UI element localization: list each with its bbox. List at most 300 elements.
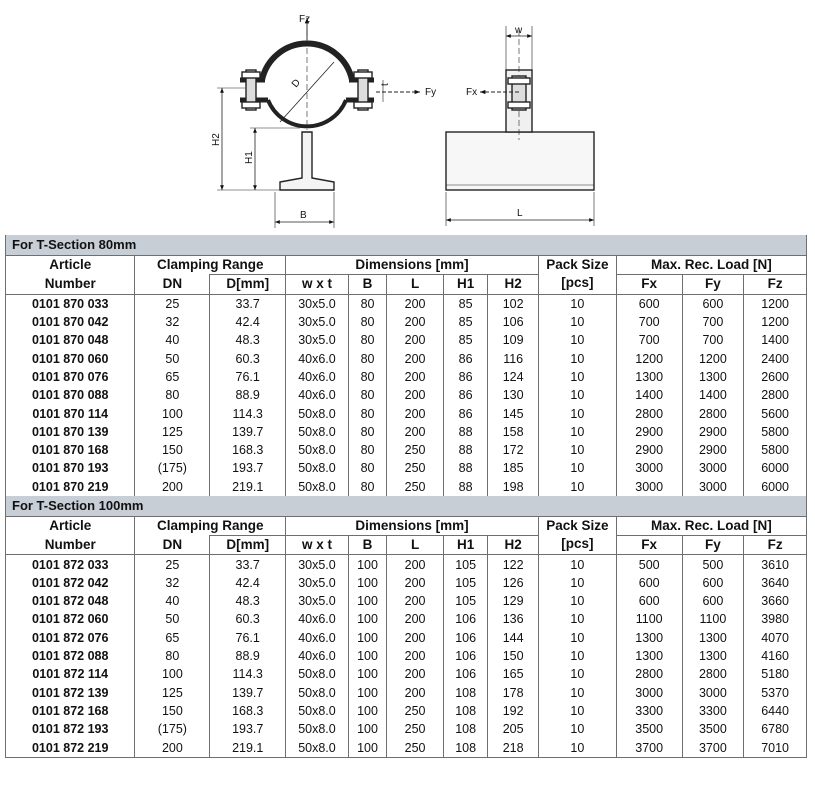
header-max-load: Max. Rec. Load [N] [616, 256, 806, 275]
cell-fy: 600 [682, 574, 744, 592]
cell-l: 200 [387, 665, 444, 683]
cell-h2: 150 [488, 647, 539, 665]
cell-d-mm: 48.3 [210, 331, 286, 349]
cell-wxt: 50x8.0 [286, 720, 349, 738]
cell-pack-size: 10 [538, 738, 616, 757]
cell-dn: 150 [135, 702, 210, 720]
cell-fx: 1300 [616, 629, 682, 647]
cell-dn: 65 [135, 368, 210, 386]
cell-fx: 3000 [616, 459, 682, 477]
cell-h2: 102 [488, 294, 539, 313]
cell-fz: 3640 [744, 574, 807, 592]
cell-d-mm: 42.4 [210, 574, 286, 592]
cell-d-mm: 139.7 [210, 684, 286, 702]
cell-b: 100 [348, 702, 386, 720]
label-d: D [289, 77, 303, 90]
cell-b: 100 [348, 738, 386, 757]
cell-fx: 3500 [616, 720, 682, 738]
cell-fx: 600 [616, 294, 682, 313]
header-pack-size: Pack Size [538, 516, 616, 535]
cell-l: 200 [387, 386, 444, 404]
cell-l: 200 [387, 574, 444, 592]
cell-fy: 700 [682, 313, 744, 331]
cell-fx: 1100 [616, 610, 682, 628]
cell-article-number: 0101 872 048 [6, 592, 135, 610]
cell-article-number: 0101 870 139 [6, 423, 135, 441]
cell-d-mm: 168.3 [210, 441, 286, 459]
cell-b: 80 [348, 331, 386, 349]
table-row [6, 368, 807, 386]
cell-h1: 105 [443, 592, 488, 610]
header-number: Number [6, 536, 135, 555]
header-clamping-range: Clamping Range [135, 516, 286, 535]
table-row [6, 665, 807, 683]
cell-pack-size: 10 [538, 629, 616, 647]
cell-fx: 2900 [616, 423, 682, 441]
cell-article-number: 0101 872 193 [6, 720, 135, 738]
header-h1: H1 [443, 275, 488, 294]
cell-b: 100 [348, 684, 386, 702]
cell-fy: 500 [682, 555, 744, 574]
cell-dn: 100 [135, 665, 210, 683]
header-fy: Fy [682, 536, 744, 555]
cell-fx: 600 [616, 592, 682, 610]
cell-article-number: 0101 872 042 [6, 574, 135, 592]
cell-d-mm: 88.9 [210, 647, 286, 665]
cell-h1: 88 [443, 423, 488, 441]
table-row [6, 313, 807, 331]
cell-fz: 5600 [744, 404, 807, 422]
cell-wxt: 30x5.0 [286, 592, 349, 610]
label-h2: H2 [211, 133, 222, 146]
cell-h2: 106 [488, 313, 539, 331]
cell-article-number: 0101 872 219 [6, 738, 135, 757]
cell-wxt: 50x8.0 [286, 404, 349, 422]
cell-d-mm: 60.3 [210, 610, 286, 628]
cell-h2: 116 [488, 349, 539, 367]
cell-dn: 65 [135, 629, 210, 647]
cell-l: 250 [387, 478, 444, 496]
header-pack-size: Pack Size [538, 256, 616, 275]
cell-fz: 2400 [744, 349, 807, 367]
cell-l: 200 [387, 331, 444, 349]
cell-article-number: 0101 870 114 [6, 404, 135, 422]
cell-h1: 108 [443, 684, 488, 702]
cell-fz: 6000 [744, 478, 807, 496]
label-t: t [380, 83, 391, 86]
cell-h2: 185 [488, 459, 539, 477]
header-row-2 [6, 536, 807, 555]
table-row [6, 610, 807, 628]
cell-h1: 106 [443, 665, 488, 683]
cell-h1: 106 [443, 647, 488, 665]
cell-fy: 3300 [682, 702, 744, 720]
cell-dn: 50 [135, 349, 210, 367]
cell-h1: 88 [443, 441, 488, 459]
header-row-1 [6, 256, 807, 275]
header-clamping-range: Clamping Range [135, 256, 286, 275]
cell-b: 80 [348, 368, 386, 386]
cell-dn: 40 [135, 592, 210, 610]
cell-b: 80 [348, 313, 386, 331]
cell-fy: 600 [682, 294, 744, 313]
table-row [6, 629, 807, 647]
cell-d-mm: 219.1 [210, 478, 286, 496]
cell-fz: 5800 [744, 423, 807, 441]
cell-fx: 1300 [616, 647, 682, 665]
cell-fy: 3700 [682, 738, 744, 757]
cell-fx: 1200 [616, 349, 682, 367]
cell-dn: 25 [135, 294, 210, 313]
cell-h2: 218 [488, 738, 539, 757]
header-wxt: w x t [286, 275, 349, 294]
cell-dn: 200 [135, 478, 210, 496]
cell-l: 200 [387, 313, 444, 331]
cell-article-number: 0101 870 168 [6, 441, 135, 459]
header-b: B [348, 536, 386, 555]
cell-h1: 108 [443, 702, 488, 720]
cell-article-number: 0101 872 060 [6, 610, 135, 628]
cell-fz: 1400 [744, 331, 807, 349]
cell-fy: 3000 [682, 459, 744, 477]
cell-pack-size: 10 [538, 647, 616, 665]
cell-wxt: 50x8.0 [286, 738, 349, 757]
header-fx: Fx [616, 275, 682, 294]
cell-h1: 86 [443, 368, 488, 386]
cell-h2: 158 [488, 423, 539, 441]
pipe-clamp-technical-drawing [0, 0, 815, 234]
cell-h1: 85 [443, 331, 488, 349]
cell-h2: 124 [488, 368, 539, 386]
cell-b: 100 [348, 720, 386, 738]
cell-wxt: 30x5.0 [286, 294, 349, 313]
header-article: Article [6, 256, 135, 275]
cell-l: 200 [387, 592, 444, 610]
cell-b: 80 [348, 423, 386, 441]
cell-article-number: 0101 870 088 [6, 386, 135, 404]
cell-article-number: 0101 872 168 [6, 702, 135, 720]
header-wxt: w x t [286, 536, 349, 555]
cell-pack-size: 10 [538, 368, 616, 386]
cell-fy: 1300 [682, 368, 744, 386]
header-h2: H2 [488, 275, 539, 294]
header-fz: Fz [744, 275, 807, 294]
cell-pack-size: 10 [538, 574, 616, 592]
cell-pack-size: 10 [538, 478, 616, 496]
table-row [6, 423, 807, 441]
cell-pack-size: 10 [538, 294, 616, 313]
cell-wxt: 40x6.0 [286, 386, 349, 404]
cell-fy: 2900 [682, 423, 744, 441]
cell-pack-size: 10 [538, 459, 616, 477]
cell-fy: 2900 [682, 441, 744, 459]
cell-d-mm: 76.1 [210, 368, 286, 386]
cell-fx: 2800 [616, 665, 682, 683]
cell-pack-size: 10 [538, 313, 616, 331]
label-fx: Fx [466, 87, 478, 98]
cell-l: 250 [387, 441, 444, 459]
cell-fy: 3000 [682, 478, 744, 496]
cell-l: 250 [387, 720, 444, 738]
cell-l: 250 [387, 459, 444, 477]
header-fy: Fy [682, 275, 744, 294]
cell-fy: 1300 [682, 629, 744, 647]
table-row [6, 459, 807, 477]
cell-b: 80 [348, 478, 386, 496]
side-view-base [446, 132, 594, 190]
cell-b: 80 [348, 441, 386, 459]
cell-pack-size: 10 [538, 423, 616, 441]
cell-fz: 6000 [744, 459, 807, 477]
cell-article-number: 0101 872 033 [6, 555, 135, 574]
cell-h1: 85 [443, 294, 488, 313]
header-dimensions: Dimensions [mm] [286, 256, 539, 275]
cell-fy: 1200 [682, 349, 744, 367]
cell-l: 200 [387, 294, 444, 313]
cell-d-mm: 33.7 [210, 294, 286, 313]
section-title: For T-Section 100mm [6, 496, 807, 517]
table-row [6, 555, 807, 574]
label-h1: H1 [244, 151, 255, 164]
cell-wxt: 40x6.0 [286, 610, 349, 628]
cell-l: 250 [387, 702, 444, 720]
section-title: For T-Section 80mm [6, 235, 807, 256]
cell-pack-size: 10 [538, 684, 616, 702]
cell-wxt: 30x5.0 [286, 331, 349, 349]
cell-h1: 86 [443, 386, 488, 404]
cell-dn: 150 [135, 441, 210, 459]
cell-b: 80 [348, 349, 386, 367]
header-article: Article [6, 516, 135, 535]
cell-wxt: 40x6.0 [286, 349, 349, 367]
table-row [6, 647, 807, 665]
cell-d-mm: 42.4 [210, 313, 286, 331]
header-row-1 [6, 516, 807, 535]
cell-h2: 178 [488, 684, 539, 702]
cell-article-number: 0101 870 048 [6, 331, 135, 349]
cell-b: 80 [348, 404, 386, 422]
cell-fz: 1200 [744, 313, 807, 331]
cell-h1: 88 [443, 478, 488, 496]
section-title-row [6, 235, 807, 256]
header-pcs: [pcs] [538, 275, 616, 294]
header-fz: Fz [744, 536, 807, 555]
cell-h2: 205 [488, 720, 539, 738]
cell-pack-size: 10 [538, 555, 616, 574]
cell-b: 100 [348, 610, 386, 628]
cell-b: 100 [348, 665, 386, 683]
cell-dn: 25 [135, 555, 210, 574]
cell-dn: 125 [135, 423, 210, 441]
pipe-clamp-spec-table [5, 235, 807, 758]
cell-wxt: 30x5.0 [286, 574, 349, 592]
cell-pack-size: 10 [538, 592, 616, 610]
cell-h1: 106 [443, 629, 488, 647]
cell-dn: 50 [135, 610, 210, 628]
header-pcs: [pcs] [538, 536, 616, 555]
cell-h2: 172 [488, 441, 539, 459]
cell-b: 100 [348, 592, 386, 610]
cell-article-number: 0101 870 219 [6, 478, 135, 496]
cell-dn: 100 [135, 404, 210, 422]
cell-wxt: 50x8.0 [286, 702, 349, 720]
cell-h2: 126 [488, 574, 539, 592]
cell-fz: 2800 [744, 386, 807, 404]
cell-fy: 600 [682, 592, 744, 610]
cell-pack-size: 10 [538, 702, 616, 720]
table-row [6, 294, 807, 313]
cell-l: 250 [387, 738, 444, 757]
cell-dn: 80 [135, 647, 210, 665]
table-row [6, 478, 807, 496]
cell-fx: 2900 [616, 441, 682, 459]
cell-h1: 85 [443, 313, 488, 331]
cell-wxt: 50x8.0 [286, 441, 349, 459]
cell-wxt: 50x8.0 [286, 423, 349, 441]
cell-fx: 700 [616, 331, 682, 349]
cell-b: 100 [348, 629, 386, 647]
cell-fy: 2800 [682, 665, 744, 683]
cell-l: 200 [387, 610, 444, 628]
cell-wxt: 50x8.0 [286, 665, 349, 683]
cell-dn: 32 [135, 313, 210, 331]
header-d-mm: D[mm] [210, 275, 286, 294]
cell-fy: 3000 [682, 684, 744, 702]
cell-article-number: 0101 870 060 [6, 349, 135, 367]
cell-d-mm: 139.7 [210, 423, 286, 441]
cell-b: 100 [348, 574, 386, 592]
cell-h2: 122 [488, 555, 539, 574]
cell-fz: 3660 [744, 592, 807, 610]
cell-h1: 108 [443, 738, 488, 757]
cell-article-number: 0101 870 193 [6, 459, 135, 477]
t-section-profile [280, 132, 334, 190]
cell-pack-size: 10 [538, 331, 616, 349]
table-row [6, 574, 807, 592]
cell-h2: 109 [488, 331, 539, 349]
cell-fz: 3980 [744, 610, 807, 628]
cell-fy: 2800 [682, 404, 744, 422]
cell-pack-size: 10 [538, 610, 616, 628]
cell-dn: 200 [135, 738, 210, 757]
cell-d-mm: 193.7 [210, 459, 286, 477]
table-row [6, 386, 807, 404]
cell-d-mm: 114.3 [210, 665, 286, 683]
cell-h2: 130 [488, 386, 539, 404]
cell-fx: 3000 [616, 684, 682, 702]
cell-fy: 700 [682, 331, 744, 349]
label-w: w [515, 25, 523, 36]
header-l: L [387, 536, 444, 555]
cell-h1: 88 [443, 459, 488, 477]
cell-fx: 1400 [616, 386, 682, 404]
cell-fz: 5180 [744, 665, 807, 683]
cell-h1: 86 [443, 349, 488, 367]
cell-article-number: 0101 870 033 [6, 294, 135, 313]
cell-d-mm: 114.3 [210, 404, 286, 422]
cell-pack-size: 10 [538, 720, 616, 738]
label-fy: Fy [425, 87, 437, 98]
cell-wxt: 50x8.0 [286, 478, 349, 496]
cell-fx: 1300 [616, 368, 682, 386]
cell-fx: 2800 [616, 404, 682, 422]
header-number: Number [6, 275, 135, 294]
header-b: B [348, 275, 386, 294]
cell-fz: 6780 [744, 720, 807, 738]
cell-fx: 3700 [616, 738, 682, 757]
cell-fx: 500 [616, 555, 682, 574]
cell-fy: 1400 [682, 386, 744, 404]
cell-dn: 32 [135, 574, 210, 592]
cell-d-mm: 168.3 [210, 702, 286, 720]
cell-fx: 3000 [616, 478, 682, 496]
section-title-row [6, 496, 807, 517]
cell-d-mm: 76.1 [210, 629, 286, 647]
cell-l: 200 [387, 423, 444, 441]
cell-d-mm: 88.9 [210, 386, 286, 404]
cell-b: 100 [348, 555, 386, 574]
cell-h1: 105 [443, 555, 488, 574]
cell-h2: 165 [488, 665, 539, 683]
cell-wxt: 40x6.0 [286, 647, 349, 665]
cell-l: 200 [387, 404, 444, 422]
cell-fz: 2600 [744, 368, 807, 386]
cell-fx: 3300 [616, 702, 682, 720]
cell-l: 200 [387, 349, 444, 367]
header-h1: H1 [443, 536, 488, 555]
cell-pack-size: 10 [538, 665, 616, 683]
table-row [6, 684, 807, 702]
label-fz: Fz [299, 14, 311, 25]
cell-fz: 6440 [744, 702, 807, 720]
table-row [6, 404, 807, 422]
cell-h2: 144 [488, 629, 539, 647]
cell-dn: (175) [135, 720, 210, 738]
table-row [6, 592, 807, 610]
cell-l: 200 [387, 368, 444, 386]
table-row [6, 331, 807, 349]
cell-article-number: 0101 872 114 [6, 665, 135, 683]
cell-fz: 5800 [744, 441, 807, 459]
cell-fz: 7010 [744, 738, 807, 757]
cell-article-number: 0101 870 076 [6, 368, 135, 386]
cell-pack-size: 10 [538, 386, 616, 404]
cell-fz: 4070 [744, 629, 807, 647]
header-dn: DN [135, 275, 210, 294]
cell-fx: 700 [616, 313, 682, 331]
cell-l: 200 [387, 555, 444, 574]
cell-wxt: 30x5.0 [286, 313, 349, 331]
cell-dn: 40 [135, 331, 210, 349]
cell-article-number: 0101 872 139 [6, 684, 135, 702]
header-l: L [387, 275, 444, 294]
cell-dn: (175) [135, 459, 210, 477]
cell-d-mm: 219.1 [210, 738, 286, 757]
cell-wxt: 30x5.0 [286, 555, 349, 574]
header-row-2 [6, 275, 807, 294]
cell-pack-size: 10 [538, 441, 616, 459]
table-row [6, 738, 807, 757]
cell-article-number: 0101 870 042 [6, 313, 135, 331]
header-max-load: Max. Rec. Load [N] [616, 516, 806, 535]
cell-fz: 5370 [744, 684, 807, 702]
cell-fy: 1300 [682, 647, 744, 665]
header-dn: DN [135, 536, 210, 555]
header-h2: H2 [488, 536, 539, 555]
table-row [6, 441, 807, 459]
cell-l: 200 [387, 684, 444, 702]
cell-pack-size: 10 [538, 404, 616, 422]
